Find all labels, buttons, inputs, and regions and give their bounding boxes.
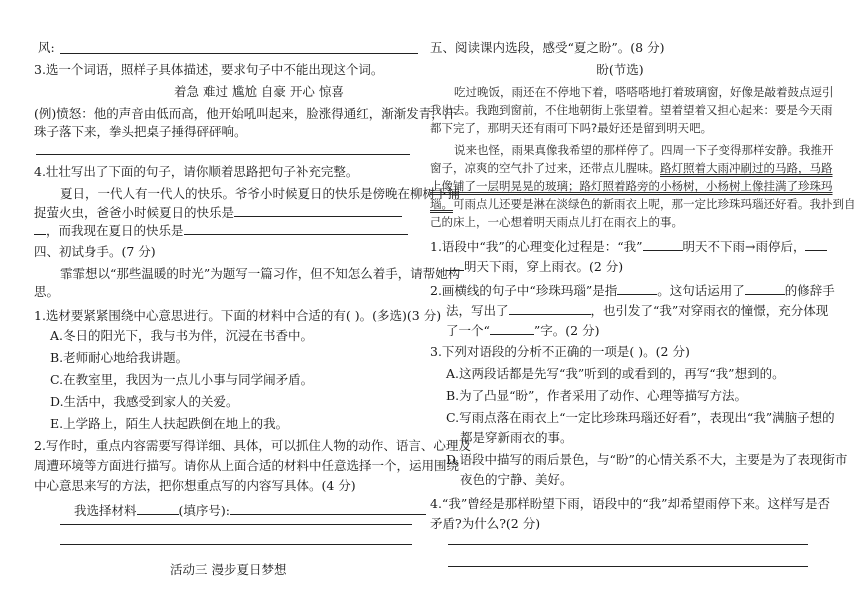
section4-intro-line2: 思。: [34, 284, 60, 299]
answer-line-q3[interactable]: [36, 154, 410, 155]
q3-word-options: 着急 难过 尴尬 自豪 开心 惊喜: [174, 84, 344, 99]
passage-line5: 窗子，凉爽的空气扑了过来，还带点儿腥味。路灯照着大雨冲刷过的马路，马路: [430, 161, 833, 175]
passage-line2: 我出去。我跑到窗前，不住地朝街上张望着。望着望着又担心起来：要是今天雨: [430, 103, 833, 117]
r-q2-blank3[interactable]: [509, 302, 591, 315]
r-q4-line1: 4.“我”曾经是那样盼望下雨，语段中的“我”却希望雨停下来。这样写是否: [430, 496, 830, 511]
r-q2-line2: 法，写出了 ，也引发了“我”对穿雨衣的憧憬，充分体现: [446, 303, 829, 318]
answer-line-r-q4-b[interactable]: [448, 566, 808, 567]
q2-line1: 2.写作时，重点内容需要写得详细、具体，可以抓住人物的动作、语言、心理及: [34, 438, 471, 453]
passage-title-row: [430, 62, 810, 78]
q1-option-a: A.冬日的阳光下，我与书为伴，沉浸在书香中。: [50, 328, 314, 343]
r-q2-blank4[interactable]: [490, 322, 534, 335]
q4-blank-me[interactable]: [184, 222, 408, 235]
r-q2-line1: 2.画横线的句子中“珍珠玛瑙”是指 。这句话运用了 的修辞手: [430, 283, 835, 298]
r-q1-blank1[interactable]: [643, 238, 683, 251]
q1-option-d: D.生活中，我感受到家人的关爱。: [50, 394, 239, 409]
q4-line2: 捉萤火虫，爸爸小时候夏日的快乐是: [34, 204, 402, 221]
passage-line4: 说来也怪，雨果真像我希望的那样停了。四周一下子变得那样安静。我推开: [454, 143, 834, 157]
q2-line3: 中心意思来写的方法，把你想重点写的内容写具体。(4 分): [34, 478, 356, 493]
passage-line6: [430, 178, 833, 194]
q2-material-blank[interactable]: [137, 502, 179, 515]
section5-title: 五、阅读课内选段，感受“夏之盼”。(8 分): [430, 40, 665, 55]
q4-blank-father-end[interactable]: [34, 222, 46, 235]
r-q4-line2: 矛盾?为什么?(2 分): [430, 516, 541, 531]
q3-example-line2: 珠子落下来，拳头把桌子捶得砰砰响。: [34, 124, 247, 139]
passage-line3: 都下完了，那明天还有雨可下吗?最好还是留到明天吧。: [430, 121, 713, 135]
underlined-sentence-part3: 瑙。: [430, 197, 453, 211]
q1-title: 1.选材要紧紧围绕中心意思进行。下面的材料中合适的有( )。(多选)(3 分): [34, 308, 442, 323]
r-q1-line2: 明天下雨，穿上雨衣。(2 分): [446, 258, 623, 275]
answer-line-q2-b[interactable]: [60, 544, 412, 545]
q2-answer-blank[interactable]: [230, 502, 426, 515]
r-q3-option-d-line1: D.语段中描写的雨后景色，与“盼”的心情关系不大，主要是为了表现街市: [446, 452, 848, 467]
underlined-sentence-part2: 上像铺了一层明晃晃的玻璃；路灯照着路旁的小杨树，小杨树上像挂满了珍珠玛: [430, 179, 833, 193]
r-q1-blank2[interactable]: [805, 238, 827, 251]
activity3-title: 活动三 漫步夏日梦想: [170, 562, 287, 577]
q1-option-c: C.在教室里，我因为一点儿小事与同学闹矛盾。: [50, 372, 314, 387]
answer-line-r-q4-a[interactable]: [448, 544, 808, 545]
q4-line3: ，而我现在夏日的快乐是: [34, 222, 408, 239]
q3-example-line1: (例)愤怒：他的声音由低而高，他开始吼叫起来，脸涨得通红，渐渐发青，汗: [34, 106, 457, 121]
section4-intro-line1: 霏霏想以“那些温暖的时光”为题写一篇习作，但不知怎么着手，请帮她构: [60, 266, 461, 281]
q2-line2: 周遭环境等方面进行描写。请你从上面合适的材料中任意选择一个，运用围绕: [34, 458, 460, 473]
r-q1-line1: 1.语段中“我”的心理变化过程是：“我” 明天不下雨→雨停后，: [430, 238, 827, 255]
r-q2-line3: 了一个“ ”字。(2 分): [446, 323, 600, 338]
passage-title: 盼(节选): [596, 62, 644, 77]
feng-line: 风:: [38, 40, 55, 55]
answer-line-feng[interactable]: [60, 53, 418, 54]
passage-line8: 己的床上，一心想着明天雨点儿打在雨衣上的事。: [430, 215, 683, 229]
r-q3-option-d-line2: 夜色的宁静、美好。: [460, 472, 573, 487]
r-q3-option-c-line2: 都是穿新雨衣的事。: [460, 430, 573, 445]
passage-line7: 瑙。可雨点儿还要是淋在淡绿色的新雨衣上呢，那一定比珍珠玛瑙还好看。我扑到自: [430, 197, 856, 211]
q1-option-b: B.老师耐心地给我讲题。: [50, 350, 189, 365]
passage-line1: 吃过晚饭，雨还在不停地下着，嗒嗒嗒地打着玻璃窗，好像是敲着鼓点逗引: [454, 85, 834, 99]
q4-blank-father[interactable]: [234, 204, 402, 217]
q4-title: 4.壮壮写出了下面的句子，请你顺着思路把句子补充完整。: [34, 164, 359, 179]
answer-line-q2-a[interactable]: [60, 524, 412, 525]
r-q3-option-a: A.这两段话都是先写“我”听到的或看到的，再写“我”想到的。: [446, 366, 785, 381]
q1-option-e: E.上学路上，陌生人扶起跌倒在地上的我。: [50, 416, 289, 431]
underlined-sentence-part1: 路灯照着大雨冲刷过的马路，马路: [660, 161, 833, 175]
r-q2-blank1[interactable]: [617, 282, 657, 295]
q4-line1: 夏日，一代人有一代人的快乐。爷爷小时候夏日的快乐是傍晚在柳树下捕: [60, 186, 461, 201]
r-q2-blank2[interactable]: [745, 282, 785, 295]
r-q3-option-c-line1: C.写雨点落在雨衣上“一定比珍珠玛瑙还好看”，表现出“我”满脑子想的: [446, 410, 835, 425]
r-q3-option-b: B.为了凸显“盼”，作者采用了动作、心理等描写方法。: [446, 388, 747, 403]
r-q1-blank2-cont[interactable]: [446, 258, 464, 271]
q3-title: 3.选一个词语，照样子具体描述，要求句子中不能出现这个词。: [34, 62, 384, 77]
section4-title: 四、初试身手。(7 分): [34, 244, 156, 259]
q2-choose-line: 我选择材料 (填序号):: [74, 502, 426, 519]
r-q3-title: 3.下列对语段的分析不正确的一项是( )。(2 分): [430, 344, 690, 359]
